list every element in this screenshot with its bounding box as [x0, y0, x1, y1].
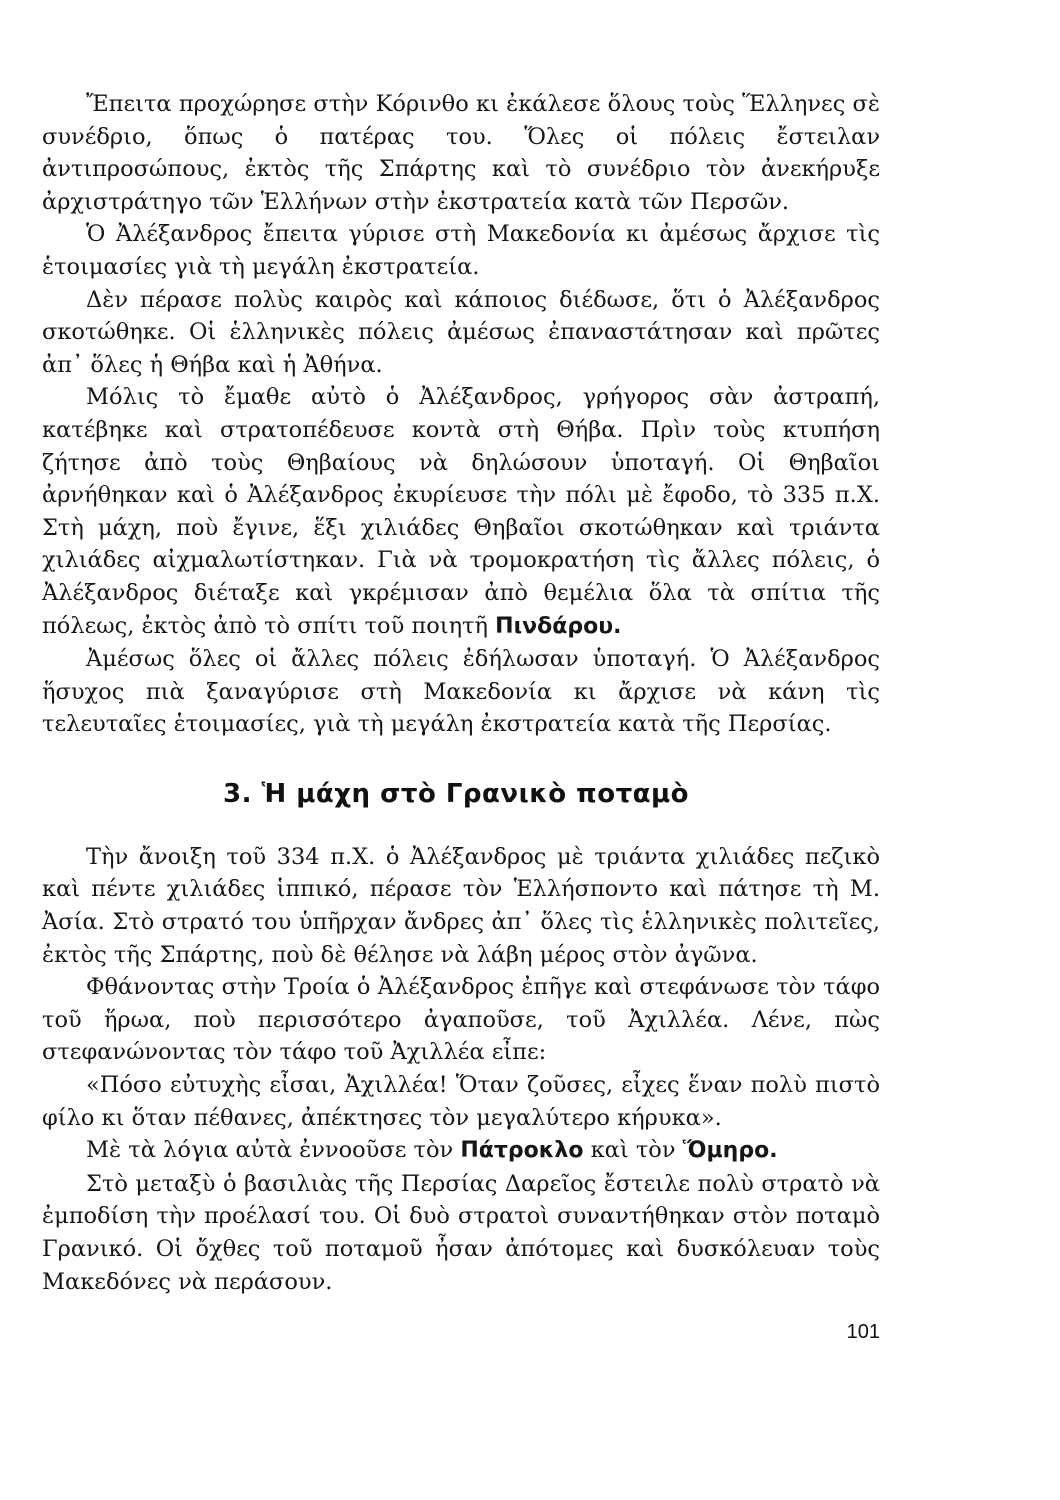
paragraph-text: Φθάνοντας στὴν Τροία ὁ Ἀλέξανδρος ἐπῆγε καὶ στεφάνωσε τὸν τάφο τοῦ ἥρωα, ποὺ περισσότερο ἀγαποῦσε, τοῦ Ἀχιλλέα. Λένε, πὼς στεφανώνοντας τὸν τάφο τοῦ Ἀχιλλέα εἶπε:	[42, 974, 880, 1066]
paragraph-thebes	[42, 381, 880, 643]
paragraph-rumor-death	[42, 284, 880, 382]
paragraph-return-macedonia	[42, 218, 880, 283]
paragraph-troy	[42, 971, 880, 1069]
bold-name-pindar: Πινδάρου.	[495, 613, 622, 639]
paragraph-text: «Πόσο εὐτυχὴς εἶσαι, Ἀχιλλέα! Ὅταν ζοῦσες, εἶχες ἕναν πολὺ πιστὸ φίλο κι ὅταν πέθανες, ἀπέκτησες τὸν μεγαλύτερο κήρυκα».	[42, 1072, 880, 1131]
paragraph-text: Στὸ μεταξὺ ὁ βασιλιὰς τῆς Περσίας Δαρεῖος ἔστειλε πολὺ στρατὸ νὰ ἐμποδίση τὴν προέλασί του. Οἱ δυὸ στρατοὶ συναντήθηκαν στὸν ποταμὸ Γρανικό. Οἱ ὄχθες τοῦ ποταμοῦ ἦσαν ἀπότομες καὶ δυσκόλευαν τοὺς Μακεδόνες νὰ περάσουν.	[42, 1170, 880, 1295]
paragraph-text: καὶ τὸν	[583, 1137, 683, 1164]
paragraph-submission	[42, 643, 880, 741]
page-number: 101	[846, 1321, 880, 1343]
book-page	[42, 88, 880, 1298]
bold-name-patroclus: Πάτροκλο	[460, 1138, 584, 1164]
bold-name-homer: Ὅμηρο.	[682, 1138, 778, 1164]
paragraph-darius-granicus	[42, 1168, 880, 1298]
paragraph-text: Ὁ Ἀλέξανδρος ἔπειτα γύρισε στὴ Μακεδονία κι ἀμέσως ἄρχισε τὶς ἑτοιμασίες γιὰ τὴ μεγάλη ἐκστρατεία.	[42, 221, 880, 280]
paragraph-text: Ἔπειτα προχώρησε στὴν Κόρινθο κι ἐκάλεσε ὅλους τοὺς Ἕλληνες σὲ συνέδριο, ὅπως ὁ πατέρας του. Ὅλες οἱ πόλεις ἔστειλαν ἀντιπροσώπους, ἐκτὸς τῆς Σπάρτης καὶ τὸ συνέδριο τὸν ἀνεκήρυξε ἀρχιστράτηγο τῶν Ἑλλήνων στὴν ἐκστρατεία κατὰ τῶν Περσῶν.	[42, 91, 880, 215]
paragraph-text: Δὲν πέρασε πολὺς καιρὸς καὶ κάποιος διέδωσε, ὅτι ὁ Ἀλέξανδρος σκοτώθηκε. Οἱ ἑλληνικὲς πόλεις ἀμέσως ἐπαναστάτησαν καὶ πρῶτες ἀπ᾿ ὅλες ἡ Θήβα καὶ ἡ Ἀθήνα.	[42, 286, 880, 378]
paragraph-text: Μὲ τὰ λόγια αὐτὰ ἐννοοῦσε τὸν	[86, 1137, 461, 1164]
paragraph-text: Μόλις τὸ ἔμαθε αὐτὸ ὁ Ἀλέξανδρος, γρήγορος σὰν ἀστραπή, κατέβηκε καὶ στρατοπέδευσε κοντὰ στὴ Θήβα. Πρὶν τοὺς κτυπήση ζήτησε ἀπὸ τοὺς Θηβαίους νὰ δηλώσουν ὑποταγή. Οἱ Θηβαῖοι ἀρνήθηκαν καὶ ὁ Ἀλέξανδρος ἐκυρίευσε τὴν πόλι μὲ ἔφοδο, τὸ 335 π.Χ. Στὴ μάχη, ποὺ ἔγινε, ἕξι χιλιάδες Θηβαῖοι σκοτώθηκαν καὶ τριάντα χιλιάδες αἰχμαλωτίστηκαν. Γιὰ νὰ τρομοκρατήση τὶς ἄλλες πόλεις, ὁ Ἀλέξανδρος διέταξε καὶ γκρέμισαν ἀπὸ θεμέλια ὅλα τὰ σπίτια τῆς πόλεως, ἐκτὸς ἀπὸ τὸ σπίτι τοῦ ποιητῆ	[42, 384, 880, 639]
paragraph-text: Τὴν ἄνοιξη τοῦ 334 π.Χ. ὁ Ἀλέξανδρος μὲ τριάντα χιλιάδες πεζικὸ καὶ πέντε χιλιάδες ἱππικό, πέρασε τὸν Ἑλλήσποντο καὶ πάτησε τὴ Μ. Ἀσία. Στὸ στρατό του ὑπῆρχαν ἄνδρες ἀπ᾿ ὅλες τὶς ἑλληνικὲς πολιτεῖες, ἐκτὸς τῆς Σπάρτης, ποὺ δὲ θέλησε νὰ λάβη μέρος στὸν ἀγῶνα.	[42, 843, 880, 968]
paragraph-corinth-congress	[42, 88, 880, 218]
paragraph-patroclus-homer	[42, 1134, 880, 1168]
paragraph-text: Ἀμέσως ὅλες οἱ ἄλλες πόλεις ἐδήλωσαν ὑποταγή. Ὁ Ἀλέξανδρος ἥσυχος πιὰ ξαναγύρισε στὴ Μακεδονία κι ἄρχισε νὰ κάνη τὶς τελευταῖες ἑτοιμασίες, γιὰ τὴ μεγάλη ἐκστρατεία κατὰ τῆς Περσίας.	[42, 646, 880, 738]
paragraph-hellespont	[42, 841, 880, 971]
section-heading: 3. Ἡ μάχη στὸ Γρανικὸ ποταμὸ	[222, 778, 690, 809]
paragraph-quote	[42, 1069, 880, 1134]
